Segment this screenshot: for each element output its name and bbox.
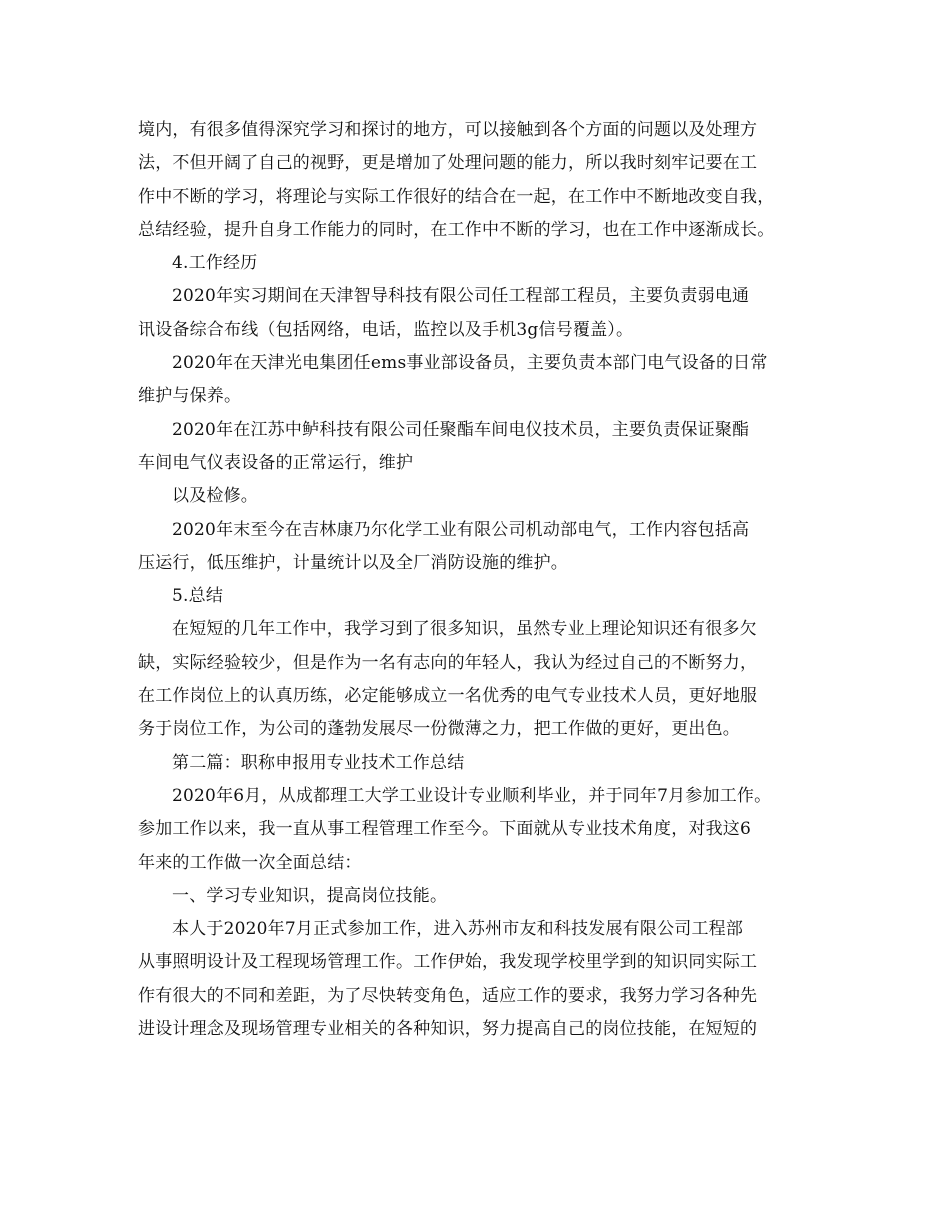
text-line: 5.总结 bbox=[172, 586, 224, 607]
text-line: 进设计理念及现场管理专业相关的各种知识，努力提高自己的岗位技能，在短短的 bbox=[138, 1019, 758, 1040]
text-line: 在工作岗位上的认真历练，必定能够成立一名优秀的电气专业技术人员，更好地服 bbox=[138, 686, 758, 707]
document-body bbox=[138, 114, 818, 1046]
text-line: 从事照明设计及工程现场管理工作。工作伊始，我发现学校里学到的知识同实际工 bbox=[138, 952, 758, 973]
text-line: 参加工作以来，我一直从事工程管理工作至今。下面就从专业技术角度，对我这6 bbox=[138, 819, 752, 840]
text-line: 缺，实际经验较少，但是作为一名有志向的年轻人，我认为经过自己的不断努力， bbox=[138, 652, 758, 673]
text-line: 4.工作经历 bbox=[172, 253, 258, 274]
text-line: 2020年末至今在吉林康乃尔化学工业有限公司机动部电气，工作内容包括高 bbox=[172, 519, 750, 540]
text-line: 2020年在天津光电集团任ems事业部设备员，主要负责本部门电气设备的日常 bbox=[172, 353, 768, 374]
text-line: 车间电气仪表设备的正常运行，维护 bbox=[138, 452, 414, 473]
text-line: 境内，有很多值得深究学习和探讨的地方，可以接触到各个方面的问题以及处理方 bbox=[138, 120, 758, 140]
text-line: 讯设备综合布线（包括网络，电话，监控以及手机3g信号覆盖）。 bbox=[138, 319, 634, 340]
text-line: 本人于2020年7月正式参加工作，进入苏州市友和科技发展有限公司工程部 bbox=[172, 919, 744, 940]
text-line: 压运行，低压维护，计量统计以及全厂消防设施的维护。 bbox=[138, 552, 568, 573]
text-line: 2020年在江苏中鲈科技有限公司任聚酯车间电仪技术员，主要负责保证聚酯 bbox=[172, 419, 750, 440]
text-line: 总结经验，提升自身工作能力的同时，在工作中不断的学习，也在工作中逐渐成长。 bbox=[138, 219, 775, 240]
text-line: 年来的工作做一次全面总结： bbox=[138, 852, 362, 873]
text-line: 作中不断的学习，将理论与实际工作很好的结合在一起，在工作中不断地改变自我， bbox=[138, 186, 775, 207]
text-line: 维护与保养。 bbox=[138, 386, 242, 407]
text-line: 法，不但开阔了自己的视野，更是增加了处理问题的能力，所以我时刻牢记要在工 bbox=[138, 153, 758, 174]
text-line: 以及检修。 bbox=[172, 486, 258, 507]
text-line: 第二篇：职称申报用专业技术工作总结 bbox=[172, 752, 465, 773]
text-line: 2020年6月，从成都理工大学工业设计专业顺利毕业，并于同年7月参加工作。 bbox=[172, 785, 772, 806]
text-line: 2020年实习期间在天津智导科技有限公司任工程部工程员，主要负责弱电通 bbox=[172, 286, 750, 307]
text-line: 一、学习专业知识，提高岗位技能。 bbox=[172, 885, 448, 906]
text-line: 务于岗位工作，为公司的蓬勃发展尽一份微薄之力，把工作做的更好，更出色。 bbox=[138, 719, 740, 740]
text-line: 在短短的几年工作中，我学习到了很多知识，虽然专业上理论知识还有很多欠 bbox=[172, 619, 757, 640]
text-line: 作有很大的不同和差距，为了尽快转变角色，适应工作的要求，我努力学习各种先 bbox=[138, 985, 758, 1006]
